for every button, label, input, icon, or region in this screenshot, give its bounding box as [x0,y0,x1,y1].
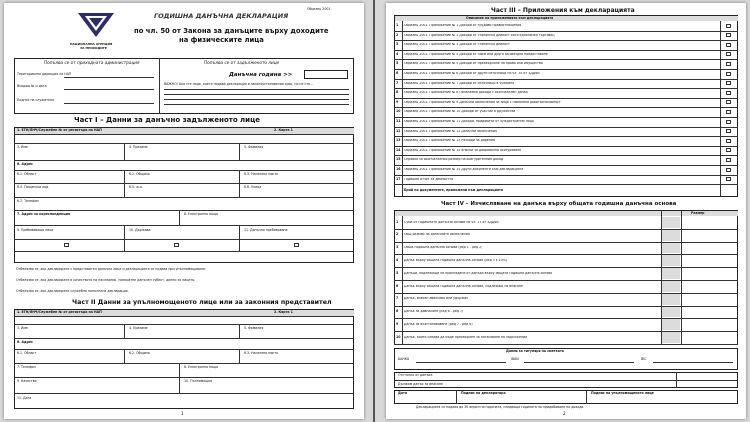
part4-row-amount-field[interactable] [682,268,736,279]
p2-field-name: 3. Име [17,326,28,330]
p1-field-street: 6.6. Улица [244,185,262,189]
part3-row-number: 7 [396,80,399,85]
part3-row-checkbox[interactable] [726,43,731,47]
p1-field-municipality: 6.2. Община [129,172,150,176]
p1-field-corr-address: 7. Адрес за кореспонденция [17,212,70,216]
part3-heading: Описание на приложенията към декларацията [466,15,554,20]
part3-row-label: Образец 2001. Приложение № 12 Данъчни облекчения [404,129,497,133]
part4-row-number: 8 [396,309,399,314]
part4-row-amount-field[interactable] [682,332,736,343]
part4-row-label: Общ размер на данъчните облекчения [404,233,470,237]
admin-heading: Попълва се от приходната администрация [44,60,140,65]
tax-year-field[interactable] [304,70,348,79]
p2-field-phone: 7. Телефон [17,365,36,369]
part3-row-label: Образец 2001. Приложение № 8 Облагаеми доходи с окончателен данък [404,91,528,95]
part4-row-code [662,217,680,228]
part3-row-checkbox[interactable] [726,91,731,95]
part4-row-number: 10 [396,334,401,339]
p1-field-name: 3. Име [17,145,28,149]
checkbox-resident[interactable] [64,243,69,247]
form-subtitle-1: по чл. 50 от Закона за данъците върху доходите [134,27,329,35]
part3-row-number: 11 [396,119,401,123]
part3-row-label: Образец 2001. Приложение № 3 Доходи от стопанска дейност [404,43,510,47]
part3-count-label: Брой на документите, приложени към декларацията [404,188,503,192]
part4-row-number: 4 [396,257,399,262]
signature-block [394,390,738,404]
part4-row-code [662,268,680,279]
part4-row-amount-field[interactable] [682,281,736,292]
p1-field-middle: 4. Презиме [129,145,148,149]
p1-field-resident: 9. Пребиваващо лице [17,228,54,232]
note-2: Отбелязва се, ако декларирате в качеството на наследник, прекратен данъчен субект, данни за лицето. [16,278,196,282]
p1-field-email: 8. Електронна поща [184,212,218,216]
part3-row-label: Образец 2001. Приложение № 13 Разходи за дарения [404,139,495,143]
part3-row-checkbox[interactable] [726,139,731,143]
part3-row-checkbox[interactable] [726,33,731,37]
p2-field-capacity: 9. Качество [17,379,37,383]
p2-field-middle: 4. Презиме [129,326,148,330]
part4-row-code [662,281,680,292]
part3-row-number: 15 [396,157,401,162]
part3-row-label: Образец 2001. Приложение № 6 Доходи от други източници по чл. 35 от ЗДДФЛ [404,72,541,75]
part4-row-amount-field[interactable] [682,319,736,330]
part3-row-number: 2 [396,32,399,37]
part3-row-number: 4 [396,51,399,56]
declarant-heading: Попълва се от задълженото лице [204,60,280,65]
part3-row-number: 6 [396,71,399,75]
part4-row-label: Обща годишна данъчна основа (ред 1 - ред 2) [404,246,483,250]
part1-title: Част I – Данни за данъчно задълженото лице [74,116,261,124]
part4-row-number: 7 [396,296,399,301]
part3-row-checkbox[interactable] [726,110,731,114]
bank-field-bic: BIC [641,357,647,361]
part4-row-amount-field[interactable] [682,294,736,305]
part3-row-label: Образец 2001. Приложение № 9 Данъчни облекчения за лица с намалена работоспособност [404,100,561,104]
part3-row-label: Образец 2001. Приложение № 2 Доходи от стопанска дейност като едноличен търговец [404,33,555,37]
part4-row-code [662,294,680,305]
bank-title: Данни за титуляря на сметката [506,349,564,353]
part4-col-header: Размер [691,210,705,215]
part3-row-checkbox[interactable] [726,52,731,56]
p1-field-surname: 5. Фамилия [244,145,264,149]
part2-card-label: 2. Карта 1 [274,310,293,314]
declaration-page-2 [386,3,746,419]
part3-row-checkbox[interactable] [726,120,731,124]
p1-field-address: 6. Адрес [17,162,33,166]
part4-row-amount-field[interactable] [682,230,736,241]
part3-row-number: 5 [396,61,399,66]
note-3: Отбелязва се, ако декларирате служебно попълнена декларация. [16,289,129,293]
part4-row-code [662,230,680,241]
bank-field-bank: БАНКА [398,357,410,361]
part3-title: Част III – Приложения към декларацията [491,7,635,14]
tax-year-label: Данъчна година >> [229,72,293,78]
nap-logo [76,11,116,41]
note-1: Отбелязва се, ако декларирате с представител данъчно лице и декларацията се подава при упълномощаване. [16,267,207,271]
page-number-1: 1 [181,411,184,416]
part3-row-label: Образец 2001. Приложение № 11 Доходи, придобити от чуждестранни лица [404,120,534,123]
part3-row-label: Образец 2001. Приложение № 5 Доходи от прехвърляне на права или имущество [404,62,543,66]
part4-row-number: 6 [396,283,399,288]
part4-row-label: Данък за възстановяване (ред 7 - ред 6) [404,322,473,326]
part3-row-label: Образец 2001. Приложение № 14 Вноски за доброволно осигуряване [404,148,522,152]
p1-field-town: 6.3. Населено място [244,172,279,176]
declaration-page-1 [4,3,364,419]
p2-field-poa: 10. Пълномощно [184,379,213,383]
p2-field-town: 6.3. Населено място [244,351,279,355]
part3-row-checkbox[interactable] [726,62,731,66]
part4-row-amount-field[interactable] [682,307,736,318]
part4-row-number: 9 [396,321,399,326]
form-title: ГОДИШНА ДАНЪЧНА ДЕКЛАРАЦИЯ [154,12,289,20]
part3-row-checkbox[interactable] [726,81,731,85]
part3-row-number: 8 [396,90,399,95]
part3-row-label: Годишен отчет за дейността [404,177,454,181]
part4-row-code [662,255,680,266]
p2-field-email: 8. Електронна поща [184,365,218,369]
part4-row-label: Данък върху общата годишна данъчна основа (ред 3 х 10%) [404,258,507,262]
part4-row-number: 1 [396,219,399,224]
part3-row-checkbox[interactable] [726,129,731,133]
part3-row-label: Образец 2001. Приложение № 15 Други документи към декларацията [404,168,524,171]
part3-row-label: Справка за окончателния размер на осигурителния доход [404,158,504,162]
part3-row-number: 17 [396,176,401,181]
part3-row-number: 9 [396,99,399,104]
logo-text-line1: НАЦИОНАЛНА АГЕНЦИЯ [70,42,113,46]
p1-field-phone: 6.7. Телефон [17,199,39,203]
part4-row-code [662,319,680,330]
part3-row-checkbox[interactable] [726,72,731,76]
logo-text-line2: ЗА ПРИХОДИТЕ [80,46,107,50]
part4-row-label: Данък за довнасяне (ред 6 - ред 7) [404,310,464,314]
part4-row-label: Данък върху общата годишна данъчна основа, подлежащ на внасяне [404,284,524,288]
part3-row-label: Образец 2001. Приложение № 1 Доходи от трудови правоотношения [404,24,522,27]
form-subtitle-2: на физическите лица [179,36,264,44]
part3-row-label: Образец 2001. Приложение № 4 Доходи от наем или друго възмездно предоставяне [404,52,548,56]
part4-row-label: Данък, внесен авансово или удържан [404,297,469,301]
part3-row-label: Образец 2001. Приложение № 7 Доходи от източници в чужбина [404,81,515,85]
part1-card-label: 2. Карта 1 [274,128,293,132]
sign-col-declarant: Подпис на декларатора [461,391,506,395]
p2-field-date: 11. Дата [17,396,32,400]
part4-row-label: Данък, който следва да бъде прехвърлен за погасяване на задължения [404,335,528,339]
part3-row-checkbox[interactable] [726,177,731,181]
p1-field-tax-residence: 11. Данъчно пребиваване [244,228,288,232]
part2-egn-label: 1. ЕГН/ЛНЧ/Служебен № от регистъра на НАП [17,310,102,314]
discount-row-2: Дължим данък за внасяне [398,381,443,386]
sample-label: Образец 2001 [307,7,331,11]
part3-row-number: 13 [396,138,401,143]
p2-field-municipality: 6.2. Община [129,351,150,355]
part4-row-number: 5 [396,270,399,275]
p2-field-region: 6.1. Област [17,351,37,355]
p1-field-postcode: 6.4. Пощенски код [17,185,49,189]
part3-row-number: 12 [396,128,401,133]
part3-row-checkbox[interactable] [726,100,731,104]
part4-row-code [662,243,680,254]
p1-field-district: 6.5. ж.к. [129,185,143,189]
part3-row-checkbox[interactable] [726,168,731,172]
footer-note: Декларацията се подава до 30 април на годината, следваща годината на придобиване на дохода. [416,405,585,409]
part4-row-label: Данъци, подлежащи на приспадане от данъка върху общата годишна данъчна основа [404,271,553,275]
part4-row-number: 3 [396,245,399,250]
fine-print: ВАЖНО! Ако сте лице, което подава декларация в законоустановения срок, но не сте... [164,82,314,86]
part3-row-checkbox[interactable] [726,158,731,162]
p1-field-country: 10. Държава [129,228,151,232]
part4-row-amount-field[interactable] [682,243,736,254]
p1-field-region: 6.1. Област [17,172,37,176]
part4-row-amount-field[interactable] [682,217,736,228]
part2-title: Част II Данни за упълномощеното лице или за законния представител [72,299,332,306]
discount-row-1: Отстъпка от данъка [398,373,433,377]
part3-row-checkbox[interactable] [726,24,731,28]
part4-title: Част IV – Изчисляване на данъка върху общата годишна данъчна основа [441,201,677,207]
p2-field-address: 6. Адрес [17,340,33,344]
part3-row-number: 3 [396,42,399,47]
part4-row-amount-field[interactable] [682,255,736,266]
part3-row-checkbox[interactable] [726,148,731,152]
part4-row-code [662,332,680,343]
part3-row-number: 16 [396,167,401,171]
checkbox-other[interactable] [294,243,299,247]
bank-block [394,348,738,370]
part3-row-label: Образец 2001. Приложение № 10 Доходи от участие в дружества [404,110,516,114]
admin-row-2: Входящ № и дата [17,84,47,88]
admin-row-1: Териториална дирекция на НАП [17,72,72,76]
part3-row-number: 1 [396,23,399,27]
part4-row-label: Сума от годишните данъчни основи по чл. 17 от ЗДДФЛ [404,220,500,224]
part4-row-code [662,307,680,318]
part1-egn-label: 1. ЕГН/ЛНЧ/Служебен № от регистъра на НАП [17,128,102,132]
part3-row-number: 10 [396,109,401,114]
sign-col-date: Дата [398,391,407,395]
checkbox-nonresident[interactable] [174,243,179,247]
page-divider [373,0,375,422]
part4-row-number: 2 [396,232,399,237]
bank-field-iban: IBAN [511,357,519,361]
admin-row-3: Подпис на служителя [17,98,54,102]
sign-col-authorized: Подпис на упълномощеното лице [591,391,654,395]
page-number-2: 2 [563,411,566,416]
part3-row-number: 14 [396,147,401,152]
p2-field-surname: 5. Фамилия [244,326,264,330]
